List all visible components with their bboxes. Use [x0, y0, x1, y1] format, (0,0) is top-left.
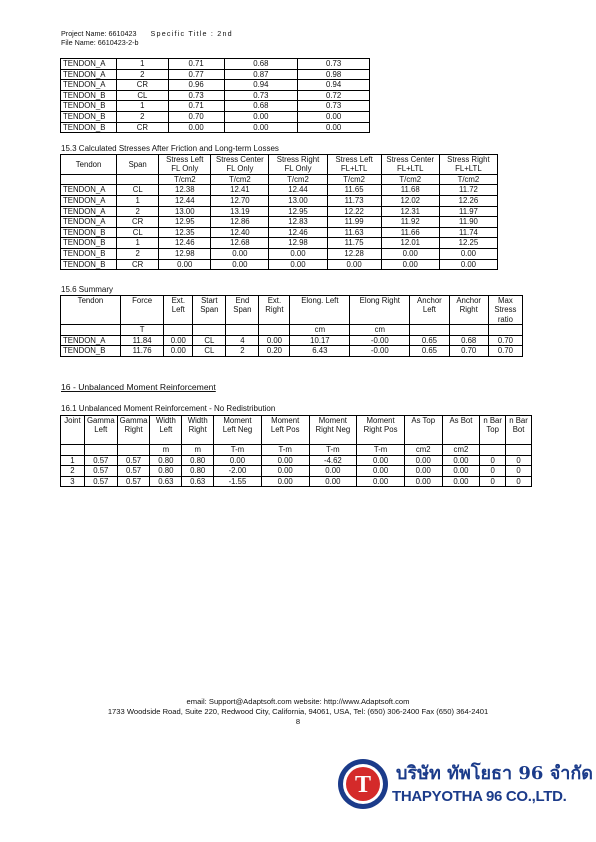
table-row-cell: 11.63	[327, 227, 381, 238]
table-row-cell: 0.73	[298, 101, 370, 112]
table-row-cell: 0.00	[404, 476, 442, 487]
units-row-cell: T-m	[309, 445, 357, 456]
table-row-cell: TENDON_B	[61, 90, 117, 101]
table-row-cell: 0.68	[449, 335, 488, 346]
table-row-cell: 12.41	[211, 185, 269, 196]
table-row-cell: 11.72	[439, 185, 497, 196]
header-row-cell: Elong. Left	[290, 296, 350, 325]
table-row-cell: 0.00	[442, 455, 480, 466]
table-row	[61, 248, 498, 259]
table-row-cell: 0.94	[224, 80, 298, 91]
table-row-cell: 12.35	[159, 227, 211, 238]
header-row-cell: Stress Right FL Only	[269, 155, 327, 175]
units-row-cell	[193, 325, 226, 336]
table-row-cell: CR	[116, 80, 168, 91]
table-row-cell: 0.00	[261, 476, 309, 487]
table-row-cell: 0.00	[439, 248, 497, 259]
units-row-cell: T	[120, 325, 163, 336]
units-row-cell: T/cm2	[327, 174, 381, 185]
table-row-cell: 0.70	[488, 346, 522, 357]
company-name-english: THAPYOTHA 96 CO.,LTD.	[392, 788, 567, 805]
units-row-cell: T/cm2	[381, 174, 439, 185]
table-row-cell: 0	[506, 476, 532, 487]
units-row-cell	[117, 174, 159, 185]
table-row-cell: TENDON_B	[61, 248, 117, 259]
units-row-cell	[259, 325, 290, 336]
specific-title: Specific Title : 2nd	[150, 29, 233, 38]
table-row-cell: 0.57	[117, 455, 150, 466]
units-row-cell: T/cm2	[269, 174, 327, 185]
table-row-cell: 0.87	[224, 69, 298, 80]
table-row-cell: 12.44	[269, 185, 327, 196]
header-row-cell: Gamma Left	[84, 416, 117, 445]
header-row-cell: Stress Left FL+LTL	[327, 155, 381, 175]
header-row-cell: Stress Center FL Only	[211, 155, 269, 175]
header-row-cell: n Bar Bot	[506, 416, 532, 445]
table-row-cell: 11.97	[439, 206, 497, 217]
table-row	[61, 122, 370, 133]
table-row-cell: -4.62	[309, 455, 357, 466]
table-row-cell: 12.68	[211, 238, 269, 249]
page-header	[61, 29, 233, 47]
table-row-cell: 0.00	[381, 248, 439, 259]
table-row-cell: 12.83	[269, 217, 327, 228]
table-row-cell: 11.68	[381, 185, 439, 196]
header-row-cell: End Span	[226, 296, 259, 325]
table-row-cell: 2	[117, 248, 159, 259]
table-row	[61, 227, 498, 238]
table-row-cell: 0.94	[298, 80, 370, 91]
table-row-cell: 11.66	[381, 227, 439, 238]
units-row-cell	[117, 445, 150, 456]
table-row-cell: TENDON_B	[61, 238, 117, 249]
header-row-cell: Stress Left FL Only	[159, 155, 211, 175]
table-row-cell: 13.19	[211, 206, 269, 217]
table-row-cell: 0.96	[168, 80, 224, 91]
units-row-cell: T/cm2	[159, 174, 211, 185]
table-row-cell: 0.00	[442, 476, 480, 487]
table-row-cell: 0.57	[84, 466, 117, 477]
header-row-cell: Ext. Right	[259, 296, 290, 325]
table-row-cell: 3	[61, 476, 85, 487]
table-row-cell: TENDON_A	[61, 80, 117, 91]
table-row-cell: 0.00	[357, 476, 405, 487]
table-row-cell: CR	[117, 259, 159, 270]
table-row-cell: 0.57	[117, 466, 150, 477]
table-row-cell: -2.00	[214, 466, 262, 477]
header-row-cell: Tendon	[61, 296, 121, 325]
table-row-cell: CL	[117, 185, 159, 196]
header-row-cell: Moment Left Neg	[214, 416, 262, 445]
table-row-cell: 0.57	[84, 476, 117, 487]
table-row-cell: 0.00	[309, 476, 357, 487]
table-row	[61, 111, 370, 122]
table-row-cell: 12.44	[159, 196, 211, 207]
file-name: File Name: 6610423-2-b	[61, 38, 139, 47]
table-row-cell: 11.74	[439, 227, 497, 238]
header-row-cell: Tendon	[61, 155, 117, 175]
table-row-cell: 0.00	[168, 122, 224, 133]
table-row-cell: TENDON_A	[61, 59, 117, 70]
table-row	[61, 101, 370, 112]
table-row-cell: 1	[117, 196, 159, 207]
table-row-cell: 12.38	[159, 185, 211, 196]
table-row-cell: 0.71	[168, 59, 224, 70]
table-row-cell: 4	[226, 335, 259, 346]
table-row-cell: TENDON_A	[61, 217, 117, 228]
header-row	[61, 416, 532, 445]
header-row	[61, 155, 498, 175]
table-row-cell: 11.92	[381, 217, 439, 228]
table-row-cell: 0.00	[298, 122, 370, 133]
table-row-cell: 0	[480, 476, 506, 487]
header-row-cell: Gamma Right	[117, 416, 150, 445]
table-row-cell: TENDON_B	[61, 111, 117, 122]
table-row-cell: 10.17	[290, 335, 350, 346]
table-row-cell: TENDON_B	[61, 101, 117, 112]
table-row-cell: 0.73	[224, 90, 298, 101]
table-row-cell: TENDON_A	[61, 185, 117, 196]
units-row-cell: T-m	[357, 445, 405, 456]
table-row-cell: 12.40	[211, 227, 269, 238]
units-row-cell	[410, 325, 449, 336]
header-row-cell: Max Stress ratio	[488, 296, 522, 325]
table-row-cell: 1	[117, 238, 159, 249]
section-15-3-caption: 15.3 Calculated Stresses After Friction and Long-term Losses	[61, 144, 279, 153]
header-row-cell: Moment Left Pos	[261, 416, 309, 445]
table-row-cell: 0.00	[164, 335, 193, 346]
table-row-cell: 12.31	[381, 206, 439, 217]
summary-table	[60, 295, 523, 357]
table-row-cell: 0.00	[159, 259, 211, 270]
project-name: Project Name: 6610423	[61, 29, 137, 38]
table-row-cell: 12.22	[327, 206, 381, 217]
header-row-cell: Elong Right	[350, 296, 410, 325]
table-row-cell: 0.00	[298, 111, 370, 122]
units-row-cell: cm2	[442, 445, 480, 456]
table-row-cell: -0.00	[350, 346, 410, 357]
table-row-cell: 1	[116, 101, 168, 112]
units-row-cell	[488, 325, 522, 336]
page-number: 8	[295, 717, 301, 726]
units-row-cell	[61, 174, 117, 185]
units-row-cell: cm	[290, 325, 350, 336]
table-row-cell: 0.00	[214, 455, 262, 466]
table-row-cell: 0.00	[269, 259, 327, 270]
table-row-cell: 0.00	[164, 346, 193, 357]
table-row	[61, 196, 498, 207]
table-row-cell: 0.63	[182, 476, 214, 487]
company-logo	[336, 756, 593, 814]
header-row-cell: Stress Right FL+LTL	[439, 155, 497, 175]
table-row-cell: 0.80	[182, 466, 214, 477]
units-row-cell	[61, 325, 121, 336]
table-row-cell: CL	[116, 90, 168, 101]
table-row-cell: 0.20	[259, 346, 290, 357]
table-row-cell: 0.68	[224, 59, 298, 70]
units-row	[61, 445, 532, 456]
table-row-cell: 0.00	[224, 122, 298, 133]
table-row-cell: 0.57	[117, 476, 150, 487]
table-row-cell: 0.80	[150, 466, 182, 477]
table-row	[61, 455, 532, 466]
table-row-cell: CR	[116, 122, 168, 133]
table-row-cell: 12.28	[327, 248, 381, 259]
section-16-heading: 16 - Unbalanced Moment Reinforcement	[61, 382, 216, 392]
table-row-cell: 2	[116, 111, 168, 122]
header-row-cell: Ext. Left	[164, 296, 193, 325]
header-row-cell: Stress Center FL+LTL	[381, 155, 439, 175]
table-row-cell: 0	[506, 466, 532, 477]
table-row-cell: TENDON_A	[61, 196, 117, 207]
table-row-cell: 11.84	[120, 335, 163, 346]
table-row-cell: 0	[480, 455, 506, 466]
section-15-6-caption: 15.6 Summary	[61, 285, 114, 294]
table-row	[61, 238, 498, 249]
table-row-cell: 11.99	[327, 217, 381, 228]
header-row-cell: n Bar Top	[480, 416, 506, 445]
table-row-cell: 0.00	[269, 248, 327, 259]
table-row-cell: 0.65	[410, 335, 449, 346]
table-row-cell: 0.00	[357, 455, 405, 466]
table-row-cell: 0.72	[298, 90, 370, 101]
table-row-cell: TENDON_A	[61, 335, 121, 346]
table-row-cell: 0.73	[298, 59, 370, 70]
table-row-cell: 0.00	[327, 259, 381, 270]
table-row	[61, 335, 523, 346]
table-row-cell: 0.80	[182, 455, 214, 466]
table-row	[61, 80, 370, 91]
table-row-cell: 2	[117, 206, 159, 217]
table-row-cell: 0.00	[261, 466, 309, 477]
table-row-cell: 0.00	[381, 259, 439, 270]
table-row-cell: 2	[61, 466, 85, 477]
table-row-cell: 0.98	[298, 69, 370, 80]
units-row-cell	[61, 445, 85, 456]
table-row	[61, 90, 370, 101]
table-row-cell: 0.00	[442, 466, 480, 477]
units-row-cell	[449, 325, 488, 336]
table-row-cell: 0.00	[404, 466, 442, 477]
table-row-cell: 12.26	[439, 196, 497, 207]
table-row-cell: 1	[116, 59, 168, 70]
table-row-cell: 13.00	[159, 206, 211, 217]
table-row	[61, 69, 370, 80]
header-row-cell: Width Right	[182, 416, 214, 445]
table-row-cell: TENDON_A	[61, 206, 117, 217]
table-row-cell: 0.00	[211, 248, 269, 259]
table-row	[61, 206, 498, 217]
table-row-cell: 11.73	[327, 196, 381, 207]
company-emblem-icon	[336, 757, 390, 811]
table-row-cell: 0.00	[439, 259, 497, 270]
header-row-cell: Moment Right Neg	[309, 416, 357, 445]
unbalanced-moment-table	[60, 415, 532, 487]
table-row-cell: 11.65	[327, 185, 381, 196]
table-row-cell: CL	[193, 335, 226, 346]
table-row-cell: TENDON_B	[61, 122, 117, 133]
table-row-cell: 0.77	[168, 69, 224, 80]
units-row-cell	[226, 325, 259, 336]
table-row-cell: CL	[117, 227, 159, 238]
units-row-cell	[506, 445, 532, 456]
table-row-cell: 0.70	[488, 335, 522, 346]
table-row	[61, 476, 532, 487]
units-row-cell: T-m	[261, 445, 309, 456]
table-row-cell: 2	[226, 346, 259, 357]
table-row-cell: TENDON_B	[61, 259, 117, 270]
units-row-cell: cm2	[404, 445, 442, 456]
table-row-cell: 12.70	[211, 196, 269, 207]
header-row-cell: Span	[117, 155, 159, 175]
header-row-cell: Joint	[61, 416, 85, 445]
table-row-cell: 0.00	[259, 335, 290, 346]
table-row	[61, 346, 523, 357]
table-row-cell: CL	[193, 346, 226, 357]
units-row-cell: T-m	[214, 445, 262, 456]
table-row-cell: 0.00	[261, 455, 309, 466]
company-name-thai: บริษัท ทัพโยธา 96 จำกัด	[396, 763, 593, 784]
table-row-cell: 11.90	[439, 217, 497, 228]
table-row-cell: TENDON_A	[61, 69, 117, 80]
header-row-cell: Anchor Left	[410, 296, 449, 325]
table-row-cell: TENDON_B	[61, 227, 117, 238]
table-row-cell: 0.70	[168, 111, 224, 122]
table-row-cell: 0.57	[84, 455, 117, 466]
units-row-cell: T/cm2	[211, 174, 269, 185]
table-row-cell: 0.00	[211, 259, 269, 270]
table-row-cell: 12.98	[159, 248, 211, 259]
tendon-ratio-table	[60, 58, 370, 133]
header-row-cell: Width Left	[150, 416, 182, 445]
table-row-cell: 0.70	[449, 346, 488, 357]
table-row-cell: 6.43	[290, 346, 350, 357]
units-row-cell: cm	[350, 325, 410, 336]
table-row-cell: 0.73	[168, 90, 224, 101]
table-row-cell: 12.86	[211, 217, 269, 228]
header-row-cell: As Bot	[442, 416, 480, 445]
table-row-cell: 11.76	[120, 346, 163, 357]
table-row-cell: 0.65	[410, 346, 449, 357]
header-row	[61, 296, 523, 325]
table-row-cell: 1	[61, 455, 85, 466]
header-row-cell: Moment Right Pos	[357, 416, 405, 445]
table-row-cell: 12.98	[269, 238, 327, 249]
units-row-cell: T/cm2	[439, 174, 497, 185]
table-row-cell: 0.00	[224, 111, 298, 122]
table-row-cell: 13.00	[269, 196, 327, 207]
table-row-cell: 0	[480, 466, 506, 477]
table-row	[61, 217, 498, 228]
header-row-cell: Anchor Right	[449, 296, 488, 325]
table-row-cell: 12.46	[159, 238, 211, 249]
table-row-cell: 0.68	[224, 101, 298, 112]
header-row-cell: Force	[120, 296, 163, 325]
section-16-1-caption: 16.1 Unbalanced Moment Reinforcement - No Redistribution	[61, 404, 276, 413]
table-row-cell: TENDON_B	[61, 346, 121, 357]
units-row-cell: m	[182, 445, 214, 456]
units-row-cell	[164, 325, 193, 336]
table-row-cell: 0.80	[150, 455, 182, 466]
table-row-cell: CR	[117, 217, 159, 228]
table-row-cell: 11.75	[327, 238, 381, 249]
table-row	[61, 259, 498, 270]
table-row-cell: 12.95	[269, 206, 327, 217]
header-row-cell: As Top	[404, 416, 442, 445]
table-row-cell: 12.01	[381, 238, 439, 249]
table-row-cell: -0.00	[350, 335, 410, 346]
table-row	[61, 466, 532, 477]
units-row	[61, 325, 523, 336]
table-row-cell: 12.02	[381, 196, 439, 207]
units-row	[61, 174, 498, 185]
header-row-cell: Start Span	[193, 296, 226, 325]
stresses-table	[60, 154, 498, 270]
table-row-cell: 12.95	[159, 217, 211, 228]
table-row-cell: 0.00	[357, 466, 405, 477]
table-row-cell: 0	[506, 455, 532, 466]
table-row-cell: 0.71	[168, 101, 224, 112]
units-row-cell	[84, 445, 117, 456]
table-row	[61, 185, 498, 196]
table-row-cell: 12.25	[439, 238, 497, 249]
units-row-cell: m	[150, 445, 182, 456]
emblem-letter: T	[354, 772, 372, 798]
table-row-cell: 0.00	[404, 455, 442, 466]
table-row-cell: 2	[116, 69, 168, 80]
footer-address: 1733 Woodside Road, Suite 220, Redwood City, California, 94061, USA, Tel: (650) 306-2400 Fax (650) 364-2401	[107, 707, 489, 716]
table-row	[61, 59, 370, 70]
units-row-cell	[480, 445, 506, 456]
table-row-cell: 0.63	[150, 476, 182, 487]
table-row-cell: 0.00	[309, 466, 357, 477]
table-row-cell: -1.55	[214, 476, 262, 487]
footer-contact: email: Support@Adaptsoft.com website: http://www.Adaptsoft.com	[186, 697, 410, 706]
table-row-cell: 12.46	[269, 227, 327, 238]
